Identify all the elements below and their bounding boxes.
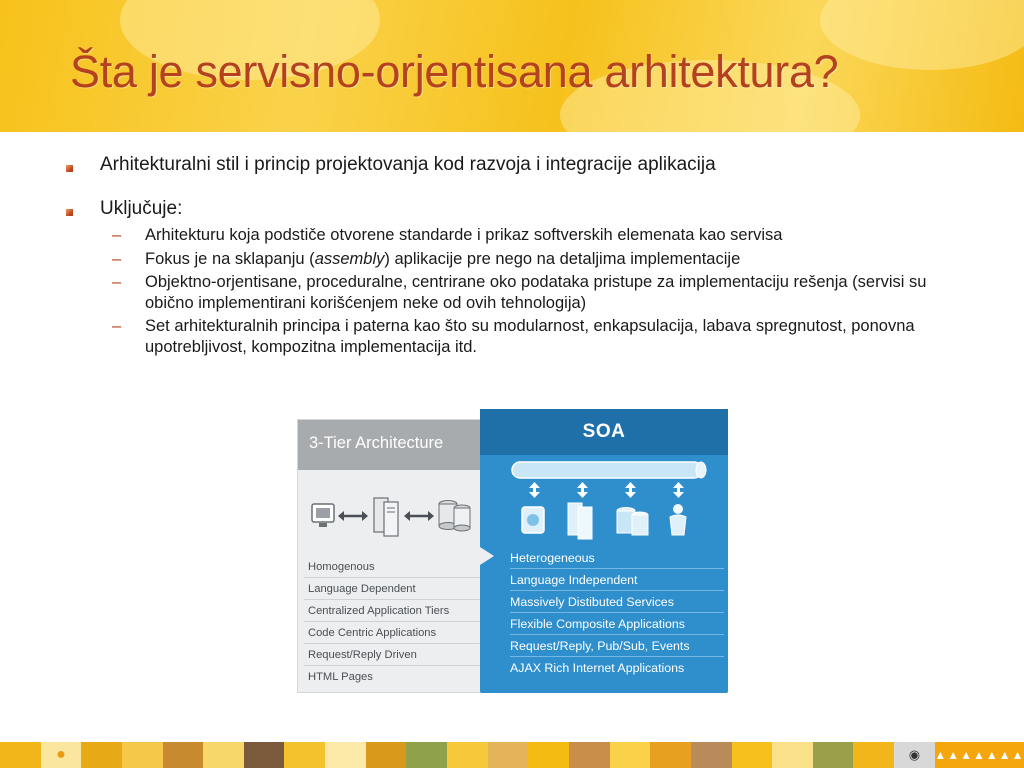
dash-bullet-icon: –: [112, 226, 122, 244]
sub-bullet-text-post: ) aplikacije pre nego na detaljima implementacije: [384, 249, 741, 268]
sub-bullet-text: Arhitekturu koja podstiče otvorene standarde i prikaz softverskih elemenata kao servisa: [145, 226, 783, 244]
soa-panel: [480, 409, 728, 693]
footer-tile: [41, 742, 82, 768]
footer-tile: [528, 742, 569, 768]
bullet-text: Arhitekturalni stil i princip projektovanja kod razvoja i integracije aplikacija: [100, 154, 716, 175]
sub-bullet-text-pre: Fokus je na sklapanju (: [145, 249, 315, 268]
footer-tile: [203, 742, 244, 768]
dash-bullet-icon: –: [112, 249, 122, 268]
sub-bullet-item: [60, 316, 960, 357]
application-icon: [522, 507, 544, 533]
three-tier-row: Code Centric Applications: [304, 622, 482, 644]
square-bullet-icon: [66, 165, 73, 172]
double-arrow-icon: [404, 511, 434, 521]
soa-row: Flexible Composite Applications: [510, 613, 724, 635]
footer-tile: [610, 742, 651, 768]
footer-tile: [325, 742, 366, 768]
service-bus-icon: [512, 462, 706, 478]
footer-tile: [488, 742, 529, 768]
title-banner: [0, 0, 1024, 132]
footer-tile: [772, 742, 813, 768]
sub-bullet-item: [60, 272, 960, 313]
footer-tile: [813, 742, 854, 768]
soa-header: [480, 409, 728, 455]
sub-bullet-emphasis: assembly: [314, 249, 385, 268]
soa-row: Massively Distibuted Services: [510, 591, 724, 613]
three-tier-row: Homogenous: [304, 556, 482, 578]
footer-tile: [81, 742, 122, 768]
database-icon: [617, 508, 648, 536]
dash-bullet-icon: –: [112, 317, 122, 335]
soa-row: Request/Reply, Pub/Sub, Events: [510, 635, 724, 657]
double-arrow-icon: [338, 511, 368, 521]
architecture-comparison-diagram: [297, 409, 729, 694]
slide-title: Šta je servisno-orjentisana arhitektura?: [70, 46, 839, 97]
database-icon: [439, 501, 470, 532]
bullet-item: [60, 152, 960, 178]
three-tier-panel: [297, 419, 499, 693]
monitor-icon: [312, 504, 334, 527]
dash-bullet-icon: –: [112, 273, 122, 291]
footer-tile: [244, 742, 285, 768]
server-icon: [374, 498, 398, 536]
sub-bullet-text: Objektno-orjentisane, proceduralne, centrirane oko podataka pristupe za implementaciju rešenja (servisi su obično implementirani korišćenjem neke od ovih tehnologija): [145, 273, 927, 312]
three-tier-row: HTML Pages: [308, 671, 373, 683]
three-tier-row: Language Dependent: [304, 578, 482, 600]
transition-arrow: [480, 419, 500, 693]
sub-bullet-item: [60, 249, 960, 270]
footer-tile: [569, 742, 610, 768]
footer-tile: [732, 742, 773, 768]
three-tier-title: 3-Tier Architecture: [309, 434, 444, 452]
bullet-list: [60, 152, 960, 357]
footer-tile: [935, 742, 1024, 768]
footer-tile: [691, 742, 732, 768]
people-icons: ▲▲▲▲▲▲▲: [934, 748, 1024, 762]
sub-bullet-text: Set arhitekturalnih principa i paterna kao što su modularnost, enkapsulacija, labava spregnutost, ponovna upotrebljivost, kompozitna implementacija itd.: [145, 317, 915, 356]
soa-row: Language Independent: [510, 569, 724, 591]
footer-tile: [406, 742, 447, 768]
footer-tile: [894, 742, 935, 768]
footer-tile: [447, 742, 488, 768]
eye-icon: ◉: [908, 747, 921, 762]
footer-tile: [366, 742, 407, 768]
bullet-text: Uključuje:: [100, 198, 183, 219]
square-bullet-icon: [66, 209, 73, 216]
sub-bullet-item: [60, 225, 960, 246]
footer-tile: [650, 742, 691, 768]
footer-tile: [163, 742, 204, 768]
up-down-arrow-icon: [529, 482, 684, 498]
bullet-item: [60, 196, 960, 222]
soa-row: AJAX Rich Internet Applications: [510, 661, 685, 675]
footer-tile: [0, 742, 41, 768]
lightbulb-icon: ●: [56, 746, 66, 763]
three-tier-header: [298, 420, 498, 470]
footer-tile: [853, 742, 894, 768]
soa-row: Heterogeneous: [510, 547, 724, 569]
soa-title: SOA: [582, 421, 626, 442]
user-icon: [670, 504, 686, 535]
footer-tile: [122, 742, 163, 768]
soa-icons: [480, 455, 728, 545]
three-tier-row: Centralized Application Tiers: [304, 600, 482, 622]
decorative-footer-strip: [0, 742, 1024, 768]
server-icon: [568, 503, 592, 539]
three-tier-icons: [298, 482, 498, 552]
footer-tile: [284, 742, 325, 768]
three-tier-row: Request/Reply Driven: [304, 644, 482, 666]
